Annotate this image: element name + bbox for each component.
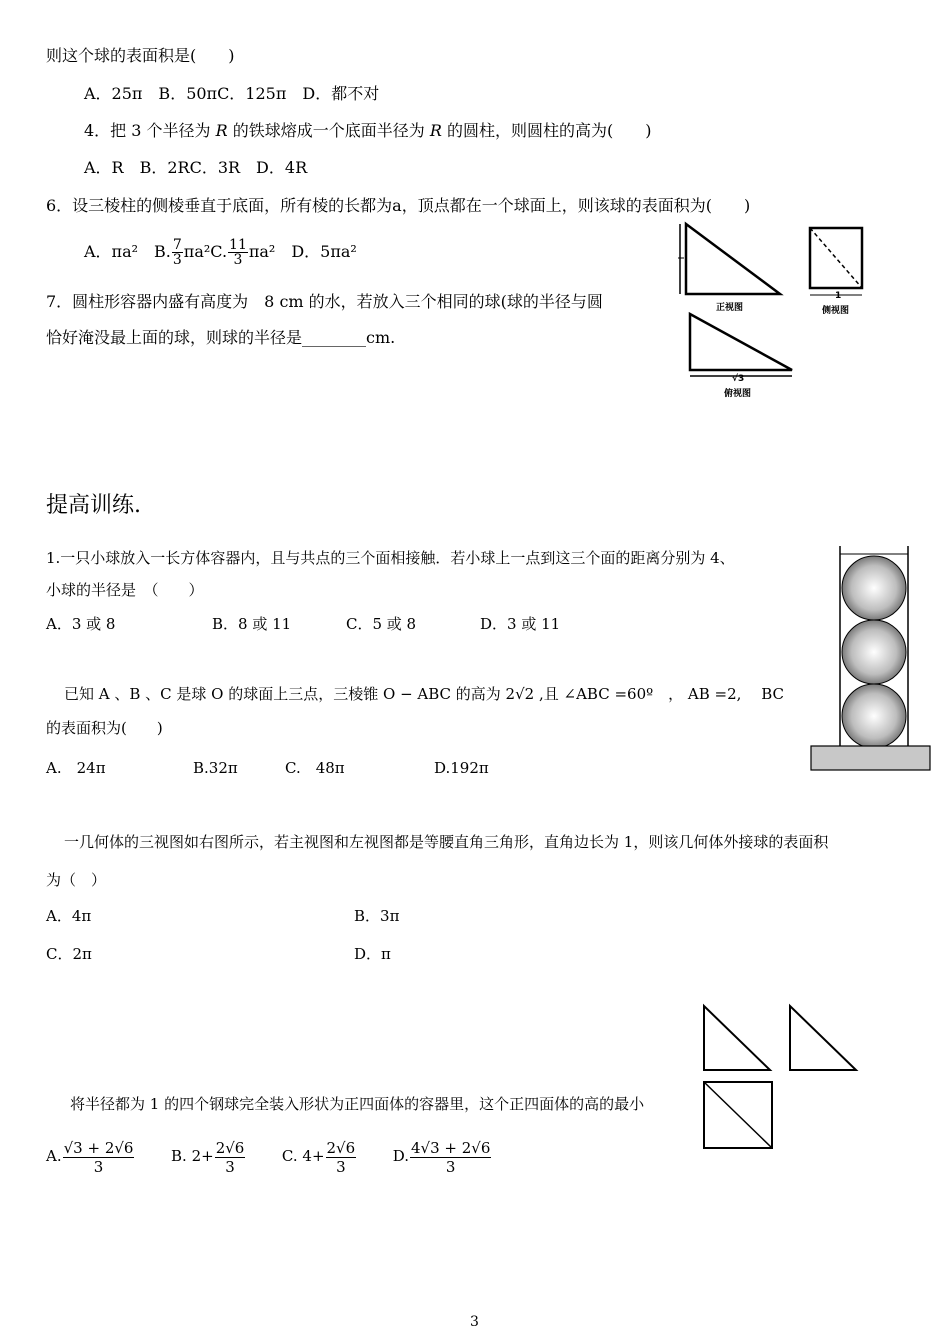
container-base <box>811 746 930 770</box>
ball-top <box>842 556 906 620</box>
ball-middle <box>842 620 906 684</box>
three-view-figure <box>676 218 910 404</box>
improve-question-1: 1.一只小球放入一长方体容器内，且与共点的三个面相接触．若小球上一点到这三个面的距离分别为 4、 <box>46 549 735 567</box>
improve-question-2-cont: 的表面积为( ) <box>46 719 163 737</box>
q4-options: A. $\frac{√3 + 2√6}{3}$ B. 2+ $\frac{2√6}{3}$ C. 4+ $\frac{2√6}{3}$ D. $\frac{4√3 + 2√6}{3}$ <box>46 1138 491 1176</box>
improve-question-2: 已知 A 、B 、C 是球 O 的球面上三点，三棱锥 O − ABC 的高为 2√2 ,且 ∠ABC =60º ， AB =2, BC <box>64 685 784 703</box>
question-7-cont: 恰好淹没最上面的球，则球的半径是________cm. <box>46 328 396 347</box>
improve-question-1-cont: 小球的半径是 （ ） <box>46 581 204 599</box>
ball-bottom <box>842 684 906 748</box>
line-surface-area: 则这个球的表面积是( ) <box>46 46 235 65</box>
stacked-balls-figure <box>808 546 932 774</box>
q4-option-c: $\frac{2√6}{3}$ <box>326 1138 356 1176</box>
side-view-label: 侧视图 <box>822 306 850 316</box>
q2-option-d: D.192π <box>434 759 489 777</box>
left-view-triangle <box>790 1006 856 1070</box>
top-view-dimension: √3 <box>732 374 745 384</box>
options-q3: A．25π B．50πC．125π D．都不对 <box>84 84 380 103</box>
q1-option-b: B．8 或 11 <box>212 615 292 633</box>
section-heading: 提高训练. <box>46 493 141 518</box>
top-view-label: 俯视图 <box>724 389 752 399</box>
question-4: 4．把 3 个半径为 R 的铁球熔成一个底面半径为 R 的圆柱，则圆柱的高为( ) <box>84 121 652 140</box>
options-q6: A．πa² B. $\frac{7}{3}$ πa²C. $\frac{11}{3}$ πa² D．5πa² <box>84 237 357 268</box>
q4-option-d: $\frac{4√3 + 2√6}{3}$ <box>411 1138 491 1176</box>
q1-option-a: A．3 或 8 <box>46 615 116 633</box>
front-view-label: 正视图 <box>716 303 744 313</box>
triangle-views-figure <box>700 1002 864 1152</box>
q1-option-c: C．5 或 8 <box>346 615 417 633</box>
q3-option-a: A．4π <box>46 907 92 925</box>
q4-option-a: $\frac{√3 + 2√6}{3}$ <box>63 1138 134 1176</box>
q3-option-b: B．3π <box>354 907 400 925</box>
q4-option-b: $\frac{2√6}{3}$ <box>215 1138 245 1176</box>
q2-option-a: A. 24π <box>46 759 106 777</box>
improve-question-3: 一几何体的三视图如右图所示，若主视图和左视图都是等腰直角三角形，直角边长为 1，则该几何体外接球的表面积 <box>64 833 829 851</box>
improve-question-3-cont: 为（ ） <box>46 871 107 889</box>
improve-question-4: 将半径都为 1 的四个钢球完全装入形状为正四面体的容器里，这个正四面体的高的最小 <box>70 1095 645 1113</box>
side-view-dimension: 1 <box>835 291 842 301</box>
options-q4: A．R B．2RC．3R D．4R <box>84 158 308 177</box>
q1-option-d: D．3 或 11 <box>480 615 561 633</box>
main-view-triangle <box>704 1006 770 1070</box>
q2-option-c: C. 48π <box>285 759 345 777</box>
question-6: 6．设三棱柱的侧棱垂直于底面，所有棱的长都为a，顶点都在一个球面上，则该球的表面积为( ) <box>46 196 751 215</box>
fraction-7-3: $\frac{7}{3}$ <box>172 237 182 268</box>
q2-option-b: B.32π <box>193 759 238 777</box>
question-7: 7．圆柱形容器内盛有高度为 8 cm 的水，若放入三个相同的球(球的半径与圆 <box>46 292 603 311</box>
fraction-11-3: $\frac{11}{3}$ <box>229 237 247 268</box>
page-number: 3 <box>470 1314 479 1330</box>
q3-option-c: C．2π <box>46 945 92 963</box>
q3-option-d: D．π <box>354 945 391 963</box>
